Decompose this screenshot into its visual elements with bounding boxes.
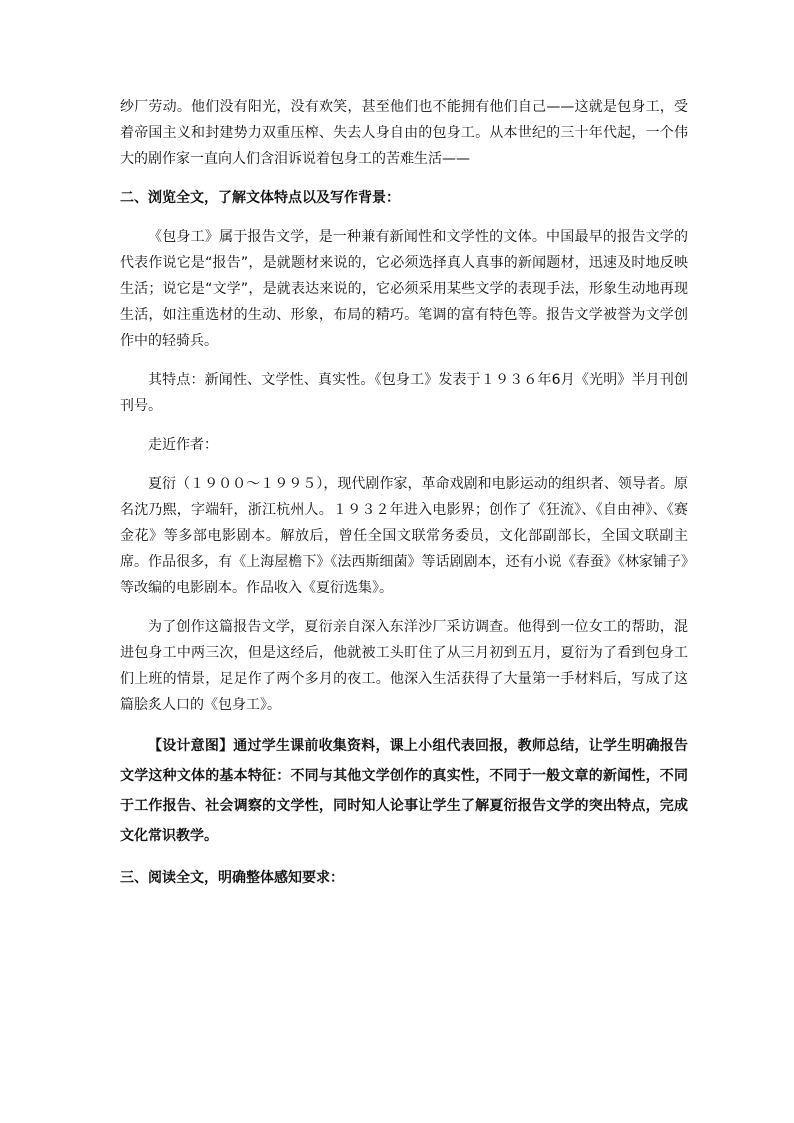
section-heading-2: 二、浏览全文，了解文体特点以及写作背景： (120, 190, 400, 206)
intro-paragraph: 纱厂劳动。他们没有阳光，没有欢笑，甚至他们也不能拥有他们自己——这就是包身工，受着帝国主义和封建势力双重压榨、失去人身自由的包身工。从本世纪的三十年代起，一个伟大的剧作家一直向人们含泪诉说着包身工的苦难生活—— (120, 99, 688, 167)
section-heading-3: 三、阅读全文，明确整体感知要求： (120, 870, 344, 886)
genre-paragraph: 《包身工》属于报告文学，是一种兼有新闻性和文学性的文体。中国最早的报告文学的代表作说它是“报告”，是就题材来说的，它必须选择真人真事的新闻题材，迅速及时地反映生活；说它是“文学”，是就表达来说的，它必须采用某些文学的表现手法，形象生动地再现生活，如注重选材的生动、形象，布局的精巧。笔调的富有特色等。报告文学被誉为文学创作中的轻骑兵。 (120, 229, 688, 349)
author-bio-paragraph: 夏衍（１９００～１９９５），现代剧作家，革命戏剧和电影运动的组织者、领导者。原名沈乃熙，字端轩，浙江杭州人。１９３２年进入电影界；创作了《狂流》、《自由神》、《赛金花》等多部电影剧本。解放后，曾任全国文联常务委员，文化部副部长，全国文联副主席。作品很多，有《上海屋檐下》《法西斯细菌》等话剧剧本，还有小说《春蚕》《林家铺子》等改编的电影剧本。作品收入《夏衍选集》。 (120, 476, 688, 596)
author-intro-label: 走近作者： (148, 437, 218, 453)
design-intent-paragraph: 【设计意图】通过学生课前收集资料，课上小组代表回报，教师总结，让学生明确报告文学这种文体的基本特征：不同与其他文学创作的真实性，不同于一般文章的新闻性，不同于工作报告、社会调察的文学性，同时知人论事让学生了解夏衍报告文学的突出特点，完成文化常识教学。 (120, 738, 688, 844)
features-paragraph: 其特点：新闻性、文学性、真实性。《包身工》发表于１９３６年6月《光明》半月刊创刊号。 (120, 372, 688, 414)
background-paragraph: 为了创作这篇报告文学，夏衍亲自深入东洋沙厂采访调查。他得到一位女工的帮助，混进包身工中两三次，但是这经后，他就被工头盯住了从三月初到五月，夏衍为了看到包身工们上班的情景，足足作了两个多月的夜工。他深入生活获得了大量第一手材料后，写成了这篇脍炙人口的《包身工》。 (120, 619, 688, 713)
document-body (120, 94, 688, 904)
